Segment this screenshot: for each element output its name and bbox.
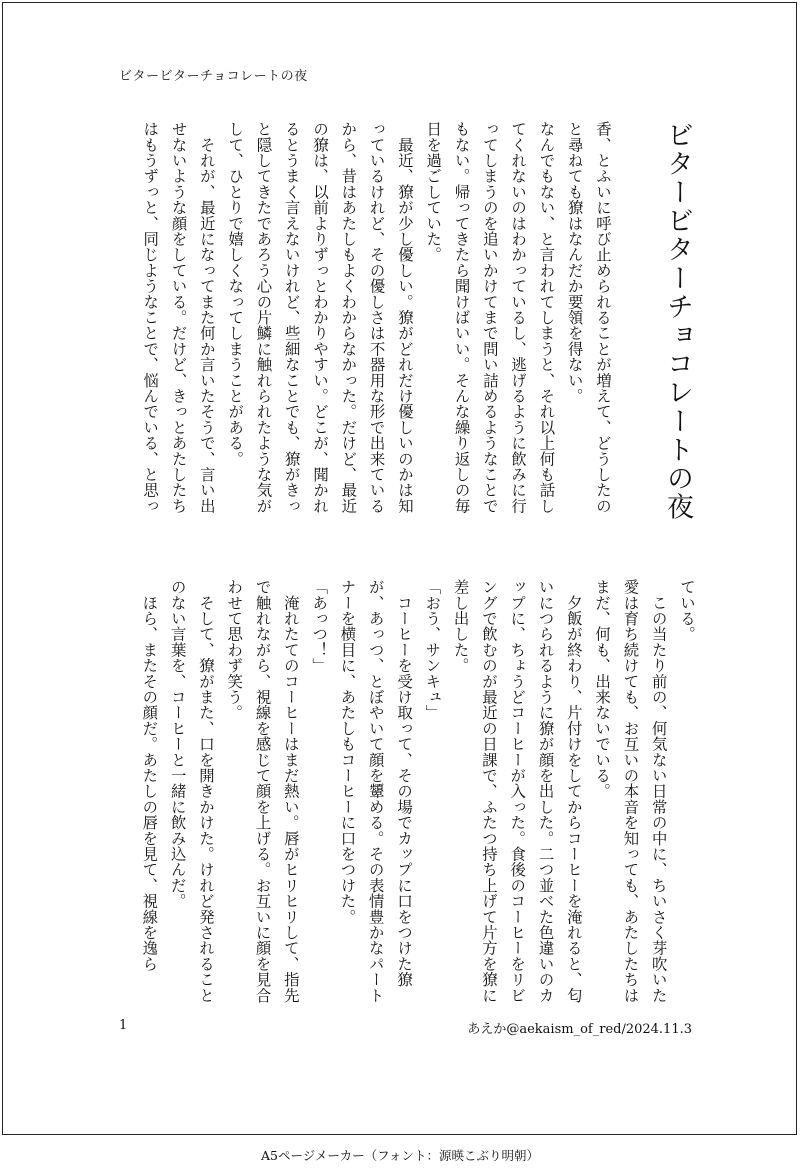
paragraph: 香、とふいに呼び止められることが増えて、どうしたのと尋ねても獠はなんだか要領を得ない。: [565, 121, 612, 514]
paragraph: 夕飯が終わり、片付けをしてからコーヒーを淹れると、匂いにつられるように獠が顔を出した。二つ並べた色違いのカップに、ちょうどコーヒーが入った。食後のコーヒーをリビングで飲むのが最近の日課で、ふたつ持ち上げて片方を獠に差し出した。: [451, 579, 583, 1003]
paragraph: ほら、またその顔だ。あたしの唇を見て、視線を逸ら: [140, 579, 159, 972]
paragraph: ている。: [678, 579, 696, 642]
dialogue: 「あっつ！」: [310, 579, 329, 674]
paragraph: コーヒーを受け取って、その場でカップに口をつけた獠が、あっつ、とぼやいて顔を顰める。その表情豊かなパートナーを横目に、あたしもコーヒーに口をつけた。: [338, 579, 414, 1003]
paragraph: 淹れたてのコーヒーはまだ熱い。唇がヒリヒリして、指先で触れながら、視線を感じて顔を上げる。お互いに顔を見合わせて思わず笑う。: [225, 579, 300, 1003]
paragraph: そして、獠がまた、口を開きかけた。けれど発されることのない言葉を、コーヒーと一緒に飲み込んだ。: [168, 579, 215, 1003]
running-header: ビタービターチョコレートの夜: [119, 69, 308, 84]
paragraph: この当たり前の、何気ない日常の中に、ちいさく芽吹いた愛は育ち続けても、お互いの本音を知っても、あたしたちはまだ、何も、出来ないでいる。: [593, 579, 668, 1003]
page-number: 1: [119, 1018, 128, 1033]
dialogue: 「おう、サンキュ」: [423, 579, 442, 721]
maker-credit: A5ページメーカー（フォント：源暎こぶり明朝）: [261, 1148, 539, 1163]
author-credit: あえか@aekaism_of_red/2024.11.3: [467, 1022, 692, 1037]
paragraph: なんでもない、と言われてしまうと、それ以上何も話してくれないのはわかっているし、逃げるように飲みに行ってしまうのを追いかけてまで問い詰めるようなことでもない。帰ってきたら聞けばいい。そんな繰り返しの毎日を過ごしていた。: [424, 121, 556, 514]
paragraph: それが、最近になってまた何か言いたそうで、言い出せないような顔をしている。だけど、きっとあたしたちはもうずっと、同じようなことで、悩んでいる、と思っ: [141, 121, 216, 514]
page-title: ビタービターチョコレートの夜: [662, 121, 693, 522]
page-sheet: [2, 2, 797, 1135]
body-text-bottom: [121, 579, 701, 1003]
paragraph: 最近、獠が少し優しい。獠がどれだけ優しいのかは知っているけれど、その優しさは不器用な形で出来ているから、昔はあたしもよくわからなかった。だけど、最近の獠は、以前よりずっとわかりやすい。どこが、聞かれるとうまく言えないけれど、些細なことでも、獠がきっと隠してきたであろう心の片鱗に触れられたような気がして、ひとりで嬉しくなってしまうことがある。: [226, 121, 414, 514]
body-text-top: [121, 121, 617, 517]
